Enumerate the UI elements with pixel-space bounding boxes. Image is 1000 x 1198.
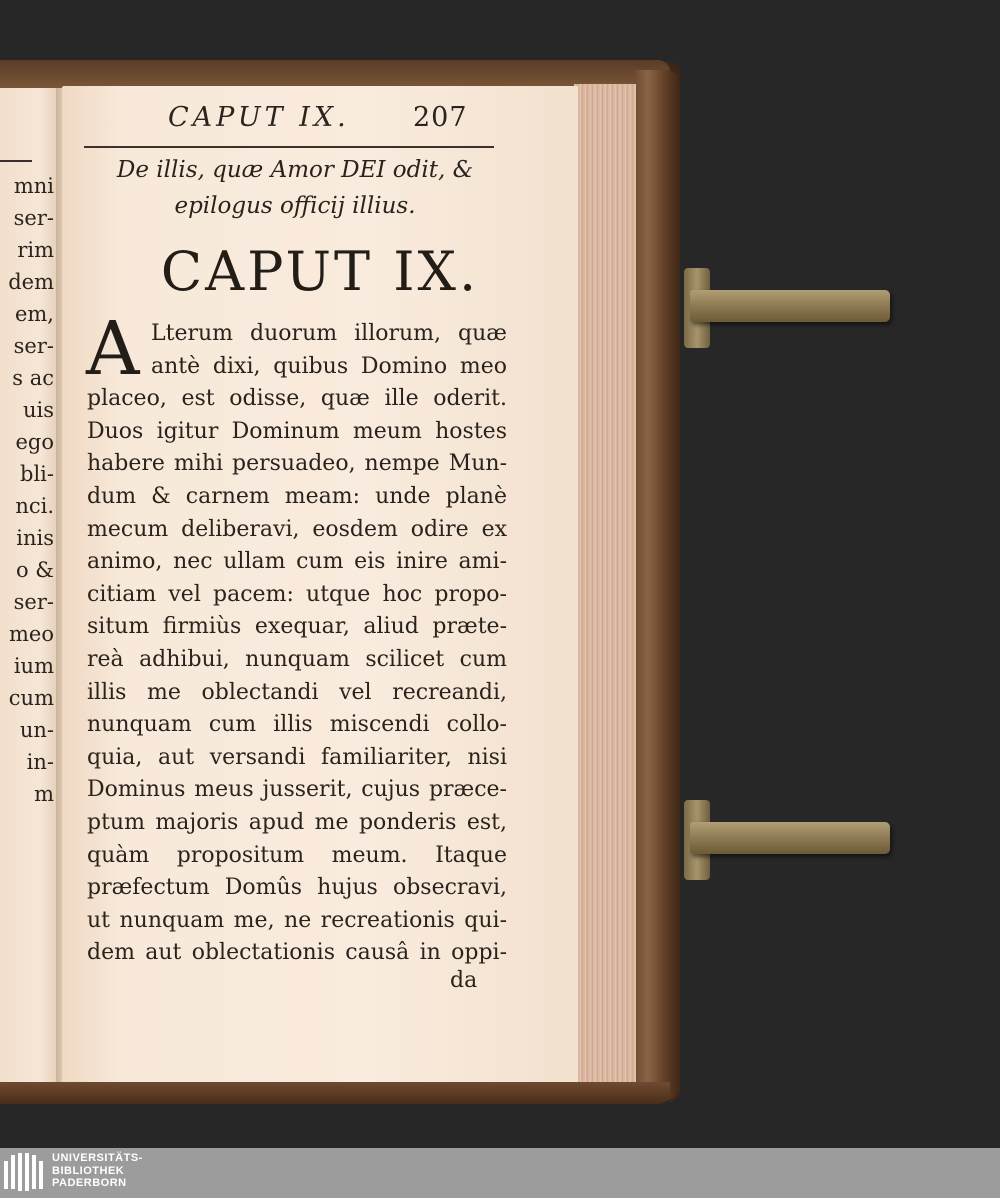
left-page-fragment: uis xyxy=(22,398,54,422)
left-page-fragment: in- xyxy=(26,750,54,774)
catchword: da xyxy=(450,968,478,993)
body-line: reà adhibui, nunquam scilicet cum xyxy=(87,646,507,672)
left-page-fragment: o & xyxy=(15,558,54,582)
clasp-bar xyxy=(690,290,890,322)
left-page-fragment: mni xyxy=(13,174,54,198)
page-number: 207 xyxy=(413,102,468,133)
body-line: Lterum duorum illorum, quæ xyxy=(151,321,507,346)
body-line: citiam vel pacem: utque hoc propo- xyxy=(87,581,507,607)
body-line: quia, aut versandi familiariter, nisi xyxy=(87,744,507,770)
left-page-fragment: inis xyxy=(16,526,54,550)
left-page-fragment: em, xyxy=(14,302,54,326)
body-line: Duos igitur Dominum meum hostes xyxy=(87,418,507,444)
left-page-rule xyxy=(0,160,32,162)
body-line: mecum deliberavi, eosdem odire ex xyxy=(87,516,507,542)
body-line: Dominus meus jusserit, cujus præce- xyxy=(87,777,507,803)
body-line: ut nunquam me, ne recreationis qui- xyxy=(87,907,507,933)
running-head-title: CAPUT IX. xyxy=(168,102,350,133)
running-head xyxy=(168,102,488,142)
left-page-fragment: un- xyxy=(19,718,54,742)
head-rule xyxy=(84,146,494,148)
logo-line: UNIVERSITÄTS- xyxy=(52,1152,143,1164)
left-page-fragment: cum xyxy=(8,686,54,710)
left-page-fragment: ium xyxy=(13,654,54,678)
left-page-fragment: s ac xyxy=(12,366,54,390)
left-page-fragment: meo xyxy=(9,622,54,646)
body-line: nunquam cum illis miscendi collo- xyxy=(87,712,507,738)
body-text xyxy=(87,318,507,970)
body-line: præfectum Domûs hujus obsecravi, xyxy=(87,875,507,901)
left-page-fragment: nci. xyxy=(15,494,54,518)
clasp-bar xyxy=(690,822,890,854)
body-line: situm firmiùs exequar, aliud præte- xyxy=(87,614,507,640)
left-page xyxy=(0,88,58,1088)
left-page-fragment: m xyxy=(34,782,54,806)
library-logo-icon xyxy=(4,1153,48,1193)
left-page-fragment: ego xyxy=(15,430,54,454)
subtitle-line: epilogus officij illius. xyxy=(174,193,416,219)
body-line: dum & carnem meam: unde planè xyxy=(87,483,507,509)
cover-fore-edge xyxy=(634,70,680,1100)
cover-top-edge xyxy=(0,60,670,88)
body-line: dem aut oblectationis causâ in oppi- xyxy=(87,940,507,966)
logo-line: PADERBORN xyxy=(52,1177,127,1189)
left-page-fragment: ser- xyxy=(13,590,54,614)
body-line: antè dixi, quibus Domino meo xyxy=(151,353,507,379)
body-line: quàm propositum meum. Itaque xyxy=(87,842,507,868)
logo-line: BIBLIOTHEK xyxy=(52,1164,125,1177)
left-page-fragment: ser- xyxy=(13,334,54,358)
body-line: ptum majoris apud me ponderis est, xyxy=(87,809,507,835)
drop-cap: A xyxy=(86,306,140,392)
left-page-fragment: bli- xyxy=(20,462,54,486)
footer-bar xyxy=(0,1148,1000,1198)
body-line: illis me oblectandi vel recreandi, xyxy=(87,679,507,705)
body-line: animo, nec ullam cum eis inire ami- xyxy=(87,549,507,575)
body-line: placeo, est odisse, quæ ille oderit. xyxy=(87,386,507,412)
body-line: habere mihi persuadeo, nempe Mun- xyxy=(87,451,507,477)
subtitle-line: De illis, quæ Amor DEI odit, & xyxy=(116,157,474,183)
library-logo-text xyxy=(52,1152,143,1190)
left-page-fragment: dem xyxy=(8,270,54,294)
cover-bottom-edge xyxy=(0,1082,670,1104)
page-block-edges xyxy=(574,84,636,1086)
left-page-fragment: ser- xyxy=(13,206,54,230)
chapter-title: CAPUT IX. xyxy=(160,240,480,303)
left-page-fragment: rim xyxy=(17,238,54,262)
chapter-subtitle xyxy=(80,152,510,224)
